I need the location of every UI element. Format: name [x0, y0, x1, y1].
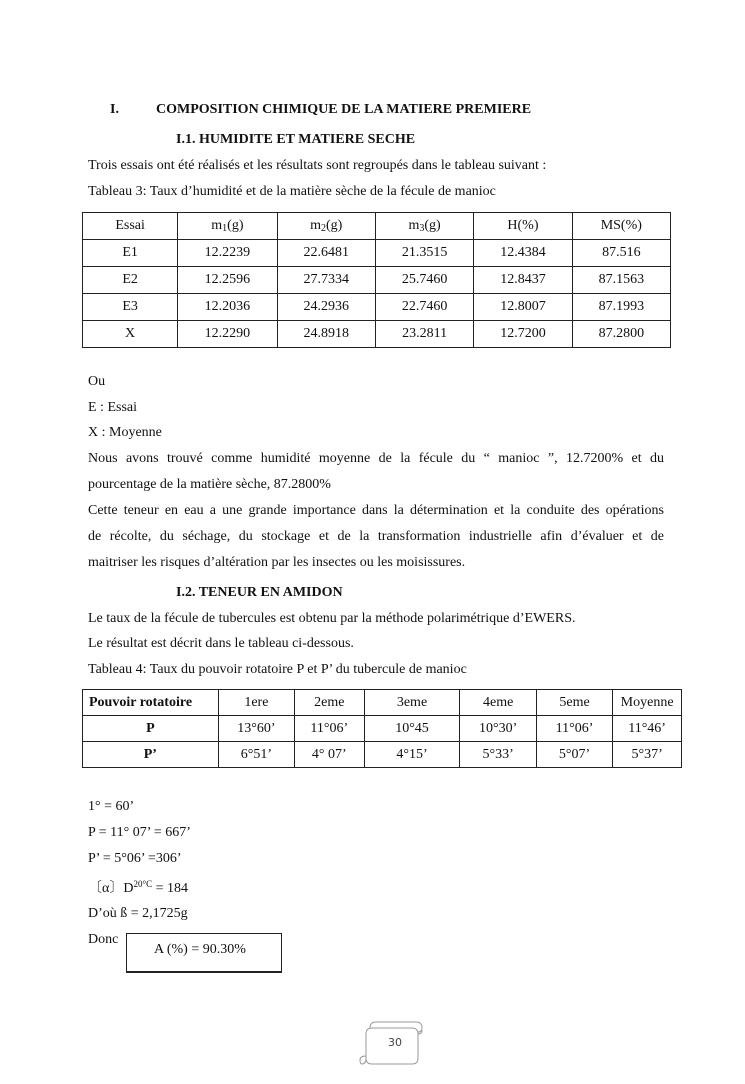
header-cell: MS(%)	[572, 213, 670, 240]
table-cell: 5°07’	[536, 742, 612, 768]
paragraph-line: maitriser les risques d’altération par les insectes ou les moisissures.	[88, 555, 466, 570]
formula-alpha: 〔α〕$D^{20^\circ C} = 184$	[88, 879, 188, 896]
legend-moyenne: X : Moyenne	[88, 425, 162, 440]
section-number: I.	[110, 102, 119, 117]
table-cell: E1	[83, 240, 178, 267]
table-cell: 12.2036	[178, 294, 277, 321]
paragraph-line: de récolte, du séchage, du stockage et de la transformation industrielle afin d’évaluer et de	[88, 529, 664, 544]
legend-essai: E : Essai	[88, 400, 137, 415]
header-cell: 2eme	[295, 690, 364, 716]
humidity-table	[82, 212, 671, 348]
subsection-title-humidity: I.1. HUMIDITE ET MATIERE SECHE	[176, 132, 416, 147]
header-cell: H(%)	[474, 213, 572, 240]
header-cell: $m_2(g)$	[277, 213, 375, 240]
header-cell: 5eme	[536, 690, 612, 716]
table-cell: X	[83, 321, 178, 348]
header-cell: Moyenne	[613, 690, 682, 716]
table-header-row	[83, 690, 682, 716]
table-header-row	[83, 213, 671, 240]
table-cell: 22.7460	[375, 294, 473, 321]
paragraph-line: Cette teneur en eau a une grande importance dans la détermination et la conduite des opérations	[88, 503, 664, 518]
table-cell: 10°30’	[460, 716, 536, 742]
table-cell: 12.8007	[474, 294, 572, 321]
table-cell: 5°33’	[460, 742, 536, 768]
header-cell: 3eme	[364, 690, 460, 716]
table-cell: 11°46’	[613, 716, 682, 742]
header-cell: Pouvoir rotatoire	[83, 690, 219, 716]
table-cell: P’	[83, 742, 219, 768]
header-cell: $m_3(g)$	[375, 213, 473, 240]
table-cell: 11°06’	[536, 716, 612, 742]
table-cell: 21.3515	[375, 240, 473, 267]
table-cell: 11°06’	[295, 716, 364, 742]
table-cell: 23.2811	[375, 321, 473, 348]
table-cell: 12.8437	[474, 267, 572, 294]
table-cell: 87.1993	[572, 294, 670, 321]
table-cell: 10°45	[364, 716, 460, 742]
table-cell: 24.2936	[277, 294, 375, 321]
table-cell: 13°60’	[218, 716, 294, 742]
table-cell: 22.6481	[277, 240, 375, 267]
table-cell: 87.516	[572, 240, 670, 267]
table-cell: 87.1563	[572, 267, 670, 294]
table-cell: 12.7200	[474, 321, 572, 348]
result-value: A (%) = 90.30%	[154, 942, 246, 957]
header-cell: 1ere	[218, 690, 294, 716]
table-cell: E3	[83, 294, 178, 321]
table-row	[83, 716, 682, 742]
table-cell: 12.4384	[474, 240, 572, 267]
formula-degree: 1° = 60’	[88, 799, 135, 814]
header-cell: $m_1(g)$	[178, 213, 277, 240]
table-cell: E2	[83, 267, 178, 294]
table-row	[83, 321, 671, 348]
header-cell: 4eme	[460, 690, 536, 716]
table-cell: 4°15’	[364, 742, 460, 768]
header-cell: Essai	[83, 213, 178, 240]
table-cell: 12.2596	[178, 267, 277, 294]
table-cell: 24.8918	[277, 321, 375, 348]
paragraph-line: pourcentage de la matière sèche, 87.2800%	[88, 477, 331, 492]
table-row	[83, 267, 671, 294]
table-cell: 12.2290	[178, 321, 277, 348]
table-cell: 4° 07’	[295, 742, 364, 768]
legend-ou: Ou	[88, 374, 106, 389]
page-number: 30	[388, 1036, 402, 1049]
table3-caption: Tableau 3: Taux d’humidité et de la matière sèche de la fécule de manioc	[88, 184, 496, 199]
intro-text: Trois essais ont été réalisés et les résultats sont regroupés dans le tableau suivant :	[88, 158, 547, 173]
paragraph-line: Le résultat est décrit dans le tableau ci-dessous.	[88, 636, 354, 651]
table-cell: 87.2800	[572, 321, 670, 348]
formula-p-prime: P’ = 5°06’ =306’	[88, 851, 182, 866]
formula-beta: D’où ß = 2,1725g	[88, 906, 188, 921]
donc-label: Donc	[88, 932, 119, 947]
formula-p: P = 11° 07’ = 667’	[88, 825, 191, 840]
subsection-title-starch: I.2. TENEUR EN AMIDON	[176, 585, 343, 600]
table-cell: 27.7334	[277, 267, 375, 294]
paragraph-line: Le taux de la fécule de tubercules est obtenu par la méthode polarimétrique d’EWERS.	[88, 611, 576, 626]
table-cell: 12.2239	[178, 240, 277, 267]
table-row	[83, 240, 671, 267]
table-cell: 6°51’	[218, 742, 294, 768]
section-title: COMPOSITION CHIMIQUE DE LA MATIERE PREMIERE	[156, 102, 532, 117]
table4-caption: Tableau 4: Taux du pouvoir rotatoire P et P’ du tubercule de manioc	[88, 662, 467, 677]
paragraph-line: Nous avons trouvé comme humidité moyenne de la fécule du “ manioc ”, 12.7200% et du	[88, 451, 664, 466]
rotatory-power-table	[82, 689, 682, 768]
table-row	[83, 294, 671, 321]
table-row	[83, 742, 682, 768]
table-cell: P	[83, 716, 219, 742]
table-cell: 5°37’	[613, 742, 682, 768]
table-cell: 25.7460	[375, 267, 473, 294]
